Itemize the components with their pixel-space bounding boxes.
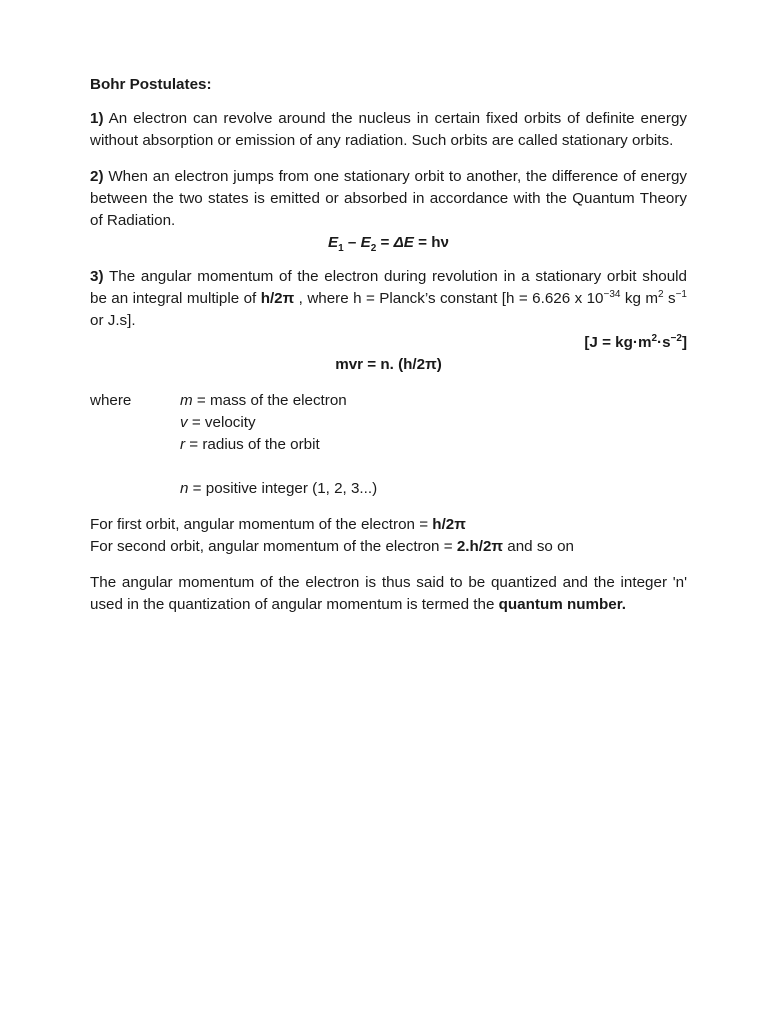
symbol-m: m <box>180 392 193 409</box>
definition-m-text: = mass of the electron <box>192 392 347 409</box>
equation-delta-e: ΔE <box>393 234 414 251</box>
postulate-3-text-a: The angular momentum of the electron during revolution in a stationary orbit should be an integral multiple of <box>90 268 687 307</box>
postulate-3-exponent-2: 2 <box>657 288 664 300</box>
definition-m <box>180 390 687 412</box>
document-page <box>90 74 687 616</box>
definition-r <box>180 434 687 456</box>
postulate-3-text-d: s <box>663 290 676 307</box>
definition-v <box>180 412 687 434</box>
definition-n <box>180 478 687 500</box>
unit-note <box>90 332 687 354</box>
postulate-1-number: 1) <box>90 110 104 127</box>
postulate-1-text: An electron can revolve around the nucleus in certain fixed orbits of definite energy without absorption or emission of any radiation. Such orbits are called stationary orbits. <box>90 110 687 149</box>
conclusion-text: The angular momentum of the electron is thus said to be quantized and the integer 'n' used in the quantization of angular momentum is termed the <box>90 574 687 613</box>
where-label: where <box>90 392 132 409</box>
postulate-2 <box>90 166 687 232</box>
postulate-3-exponent-1: −1 <box>675 288 687 300</box>
unit-note-a: [J = kg·m <box>584 334 652 351</box>
symbol-v: v <box>180 414 188 431</box>
unit-note-exponent-2: 2 <box>651 332 658 344</box>
definition-v-text: = velocity <box>187 414 256 431</box>
symbol-n: n <box>180 480 189 497</box>
postulate-3-number: 3) <box>90 268 104 285</box>
first-orbit-line <box>90 514 687 536</box>
postulate-3-text-c: kg m <box>620 290 658 307</box>
page-title: Bohr Postulates: <box>90 76 212 93</box>
second-orbit-line <box>90 536 687 558</box>
definition-n-text: = positive integer (1, 2, 3...) <box>188 480 378 497</box>
second-orbit-tail: and so on <box>503 538 574 555</box>
second-orbit-text: For second orbit, angular momentum of the electron = <box>90 538 457 555</box>
first-orbit-text: For first orbit, angular momentum of the electron = <box>90 516 433 533</box>
equation-hv: = hν <box>413 234 449 251</box>
conclusion-paragraph <box>90 572 687 616</box>
definition-r-text: = radius of the orbit <box>185 436 320 453</box>
equation-equals: = <box>376 234 394 251</box>
unit-note-b: ·s <box>657 334 671 351</box>
postulate-3 <box>90 266 687 332</box>
unit-note-c: ] <box>681 334 687 351</box>
equation-minus: – <box>343 234 361 251</box>
postulate-1 <box>90 108 687 152</box>
equation-e2-subscript: 2 <box>370 243 377 255</box>
angular-momentum-equation: mvr = n. (h/2π) <box>335 356 442 373</box>
energy-equation <box>90 232 687 254</box>
postulate-2-text: When an electron jumps from one stationary orbit to another, the difference of energy between the two states is emitted or absorbed in accordance with the Quantum Theory of Radiation. <box>90 168 687 229</box>
symbol-r: r <box>180 436 186 453</box>
first-orbit-value: h/2π <box>432 516 466 533</box>
postulate-3-text-e: or J.s]. <box>90 312 136 329</box>
postulate-3-text-b: , where h = Planck’s constant [h = 6.626 x 10 <box>294 290 604 307</box>
quantum-number-term: quantum number. <box>498 596 627 613</box>
postulate-3-h2pi: h/2π <box>260 290 295 307</box>
equation-e2: E <box>360 234 371 251</box>
equation-e1: E <box>328 234 339 251</box>
postulate-2-number: 2) <box>90 168 104 185</box>
unit-note-exponent-minus-2: −2 <box>670 332 682 344</box>
equation-e1-subscript: 1 <box>338 243 344 255</box>
postulate-3-exponent-34: −34 <box>603 288 621 300</box>
variable-definitions <box>90 390 687 500</box>
second-orbit-value: 2.h/2π <box>456 538 504 555</box>
